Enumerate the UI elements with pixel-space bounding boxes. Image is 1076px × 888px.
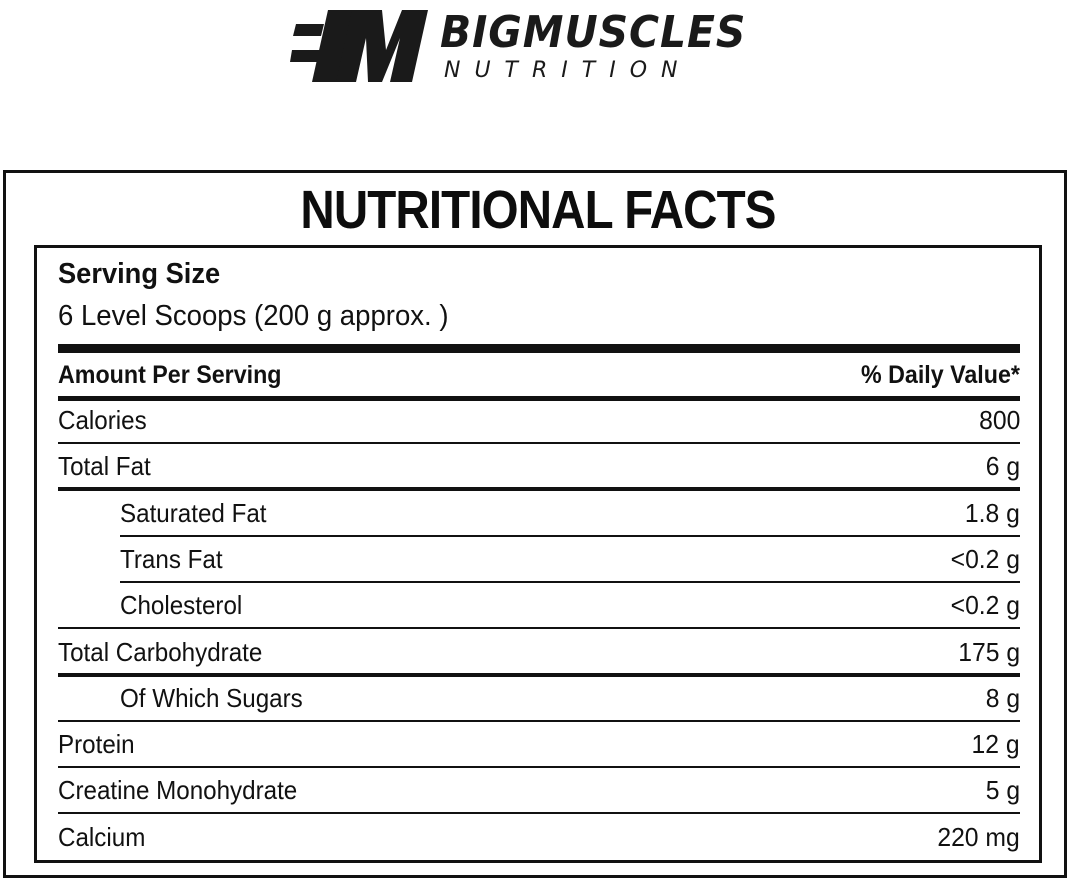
table-row: [58, 491, 1020, 535]
nutrient-amount: 1.8 g: [965, 497, 1020, 528]
table-row: [58, 722, 1020, 766]
nutrient-name: Saturated Fat: [120, 497, 267, 528]
brand-tagline: NUTRITION: [444, 58, 692, 83]
nutrient-name: Total Fat: [58, 451, 151, 482]
nutrient-amount: 175 g: [958, 636, 1020, 667]
brand-logo: [290, 6, 780, 86]
nutrient-name: Calories: [58, 405, 147, 435]
table-row: [58, 768, 1020, 812]
nutrient-name: Protein: [58, 729, 135, 760]
nutrient-amount: 220 mg: [937, 821, 1020, 852]
daily-value-header: % Daily Value*: [861, 361, 1020, 389]
nutrient-amount: 8 g: [985, 682, 1020, 713]
nutrient-name: Of Which Sugars: [120, 682, 303, 713]
table-row: [58, 676, 1020, 720]
table-row: [58, 444, 1020, 488]
amount-per-serving-header: Amount Per Serving: [58, 361, 282, 389]
panel-title: NUTRITIONAL FACTS: [300, 180, 776, 240]
nutrient-name: Creatine Monohydrate: [58, 775, 298, 806]
nutrient-amount: 12 g: [971, 729, 1020, 760]
table-header: [58, 356, 1020, 394]
nutrient-amount: <0.2 g: [950, 543, 1020, 574]
nutrient-amount: 800: [978, 405, 1020, 435]
bm-logo-mark-icon: [290, 6, 440, 86]
nutrient-amount: 6 g: [985, 451, 1020, 482]
table-row: [58, 398, 1020, 442]
nutrient-name: Total Carbohydrate: [58, 636, 263, 667]
table-row: [58, 815, 1020, 859]
heavy-divider: [58, 344, 1020, 353]
brand-name: BIGMUSCLES: [440, 7, 747, 58]
nutrient-amount: <0.2 g: [950, 590, 1020, 621]
table-row: [58, 537, 1020, 581]
nutrient-name: Trans Fat: [120, 543, 223, 574]
nutrient-name: Cholesterol: [120, 590, 243, 621]
table-row: [58, 583, 1020, 627]
nutrient-amount: 5 g: [985, 775, 1020, 806]
serving-size-value: 6 Level Scoops (200 g approx. ): [58, 300, 449, 332]
table-row: [58, 630, 1020, 674]
serving-size-label: Serving Size: [58, 258, 221, 290]
nutrient-name: Calcium: [58, 821, 146, 852]
